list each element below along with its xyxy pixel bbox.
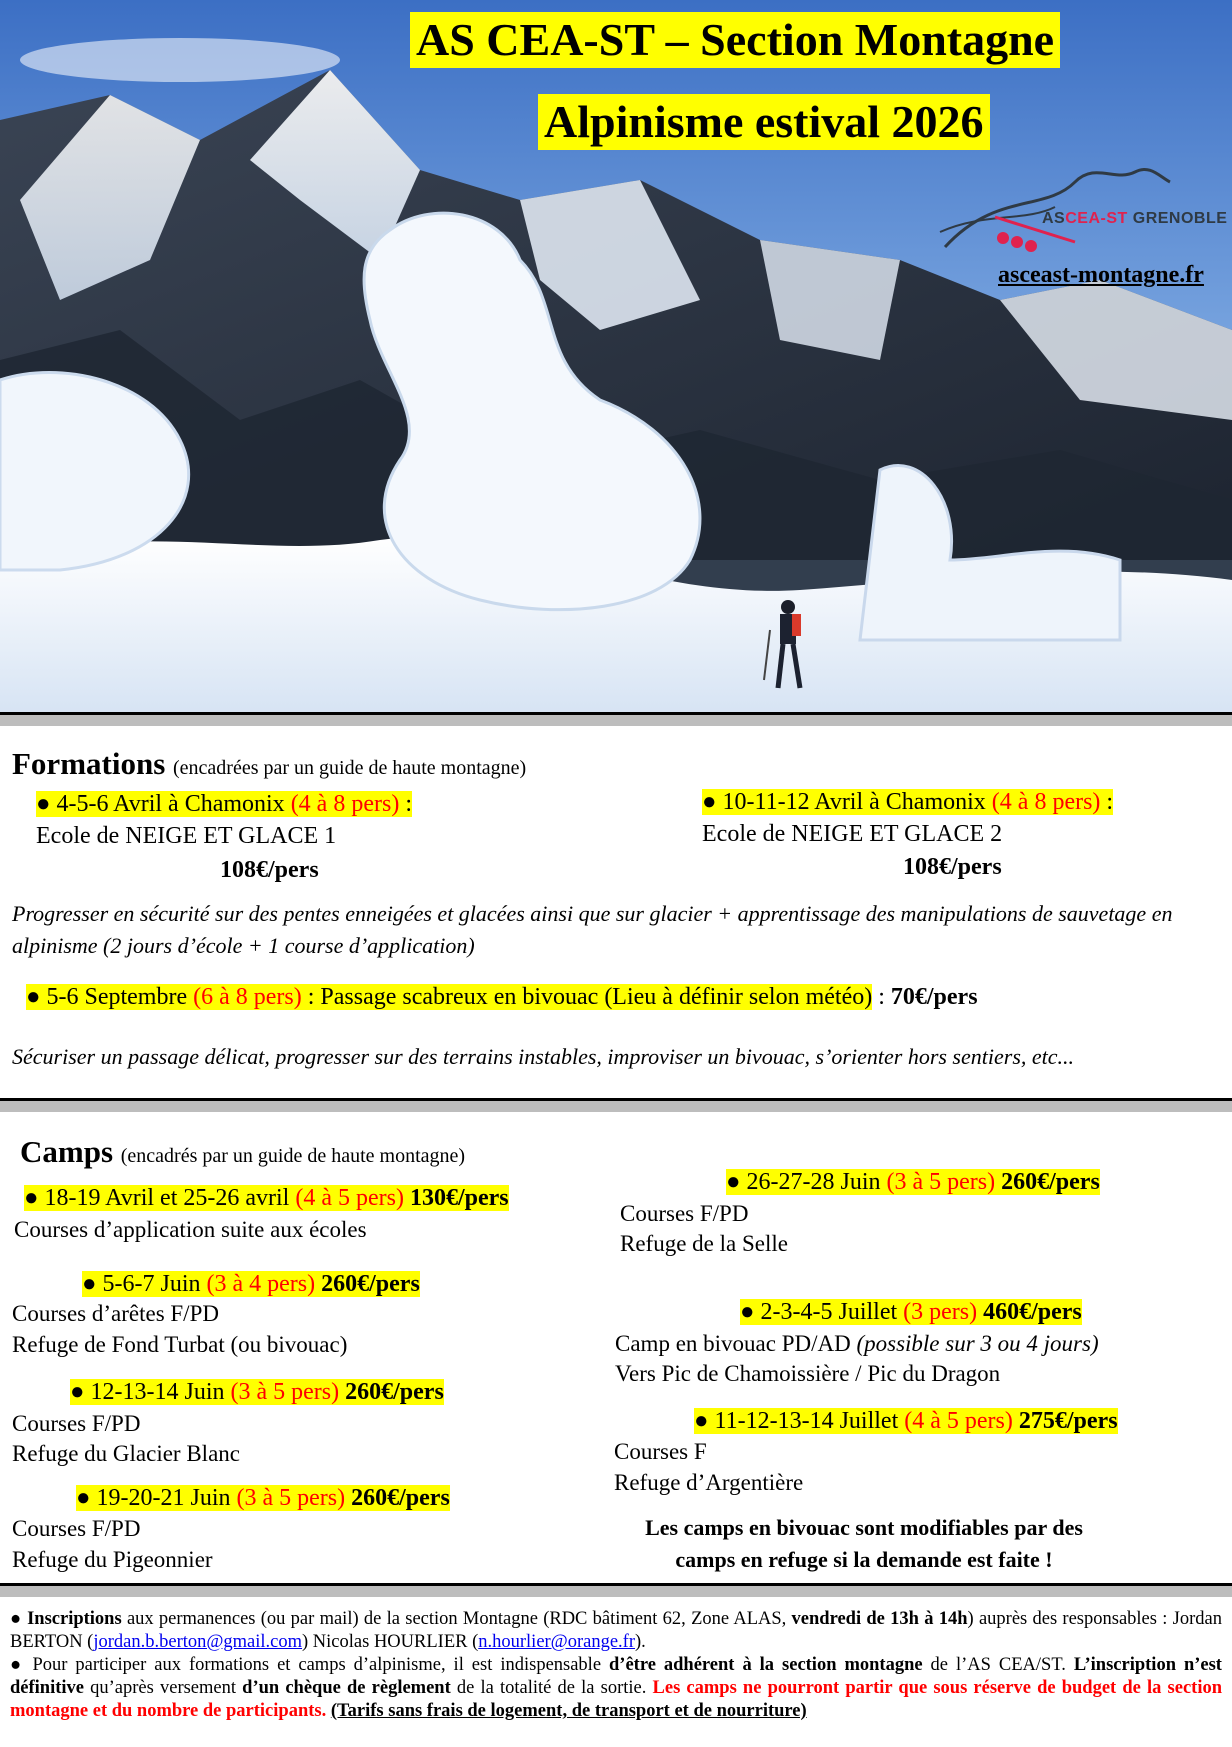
logo-text-ceast: CEA-ST: [1065, 210, 1128, 227]
camp-7-group: (4 à 5 pers): [904, 1408, 1013, 1434]
formation-3-line: [26, 983, 978, 1011]
camp-4-line2: Refuge du Pigeonnier: [12, 1547, 213, 1572]
footer-contacts-end: ).: [635, 1632, 646, 1652]
email-link-berton[interactable]: jordan.b.berton@gmail.com: [93, 1632, 303, 1652]
footer-registration-text: aux permanences (ou par mail) de la section Montagne (RDC bâtiment 62, Zone ALAS,: [121, 1609, 792, 1629]
formation-1-price: 108€/pers: [220, 857, 319, 883]
footer-registration: [10, 1608, 1222, 1654]
formation-2-date: ● 10-11-12 Avril à Chamonix: [702, 789, 992, 815]
camp-4-header: [76, 1484, 450, 1512]
hero-photo: [0, 0, 1232, 712]
camp-5-line2: Refuge de la Selle: [620, 1231, 788, 1256]
camp-7-line1: Courses F: [614, 1439, 707, 1464]
camp-6-date: ● 2-3-4-5 Juillet: [740, 1299, 904, 1325]
formation-1-colon: :: [399, 791, 412, 817]
separator-top: [0, 712, 1232, 726]
footer-contacts-text-2: ) Nicolas HOURLIER (: [302, 1632, 479, 1652]
footer-conditions-text-2: de l’AS CEA/ST.: [922, 1655, 1074, 1675]
logo-text-as: AS: [1042, 210, 1066, 227]
camp-6-line1: [615, 1330, 1099, 1358]
camp-3-header: [70, 1378, 444, 1406]
camp-7-header: [694, 1407, 1118, 1435]
camps-title: Camps: [20, 1134, 114, 1169]
camp-5-price: 260€/pers: [995, 1169, 1100, 1195]
footer-warning: Les camps ne pourront partir que sous réserve de budget de la section montagne et du nombre de participants.: [10, 1678, 1223, 1721]
formations-title: Formations: [12, 746, 166, 781]
website-link[interactable]: asceast-montagne.fr: [998, 262, 1204, 288]
camp-2-header: [82, 1270, 420, 1298]
formation-description-1: Progresser en sécurité sur des pentes enneigées et glacées ainsi que sur glacier + apprentissage des manipulations de sauvetage en alpinisme (2 jours d’école + 1 course d’application): [12, 901, 1173, 958]
camp-2-price: 260€/pers: [315, 1271, 420, 1297]
footer-membership: d’être adhérent à la section montagne: [609, 1655, 923, 1675]
formation-3-date: ● 5-6 Septembre: [26, 984, 194, 1010]
camp-3-price: 260€/pers: [339, 1379, 444, 1405]
footer-registration-label: Inscriptions: [27, 1609, 122, 1629]
footer-cheque: d’un chèque de règlement: [242, 1678, 451, 1698]
camp-5-date: ● 26-27-28 Juin: [726, 1169, 887, 1195]
camps-note: [614, 1512, 1114, 1576]
camps-subtitle: (encadrés par un guide de haute montagne): [120, 1145, 466, 1167]
camp-1-line1: Courses d’application suite aux écoles: [14, 1217, 367, 1242]
camp-6-line1-text: Camp en bivouac PD/AD: [615, 1331, 857, 1356]
formation-2-name: Ecole de NEIGE ET GLACE 2: [702, 821, 1003, 847]
camp-3-line1: Courses F/PD: [12, 1411, 141, 1436]
email-link-hourlier[interactable]: n.hourlier@orange.fr: [478, 1632, 636, 1652]
camp-1-price: 130€/pers: [403, 1185, 509, 1211]
logo-wordmark: [1042, 210, 1227, 228]
bullet: ●: [10, 1609, 28, 1629]
footer-conditions-text: ● Pour participer aux formations et camps d’alpinisme, il est indispensable: [10, 1655, 610, 1675]
camps-note-line2: camps en refuge si la demande est faite !: [675, 1547, 1053, 1572]
formation-1-group: (4 à 8 pers): [290, 791, 400, 817]
camps-note-line1: Les camps en bivouac sont modifiables par des: [645, 1515, 1083, 1540]
footer-registration-hours: vendredi de 13h à 14h: [791, 1609, 968, 1629]
title-line-2: Alpinisme estival 2026: [538, 94, 990, 150]
camp-5-line1: Courses F/PD: [620, 1201, 749, 1226]
footer-conditions-text-4: de la totalité de la sortie.: [450, 1678, 653, 1698]
formation-3-sep: :: [872, 984, 891, 1010]
camp-4-date: ● 19-20-21 Juin: [76, 1485, 237, 1511]
camp-2-group: (3 à 4 pers): [206, 1271, 316, 1297]
formations-subtitle: (encadrées par un guide de haute montagne): [173, 757, 527, 779]
camp-6-line2: Vers Pic de Chamoissière / Pic du Dragon: [615, 1361, 1001, 1386]
separator-bottom: [0, 1583, 1232, 1597]
formation-2-price: 108€/pers: [903, 854, 1002, 880]
camp-2-date: ● 5-6-7 Juin: [82, 1271, 207, 1297]
camp-5-header: [726, 1168, 1100, 1196]
formation-2-header: [702, 788, 1113, 816]
footer-registration-final: L’inscription n’est définitive: [10, 1655, 1222, 1698]
formation-3-price: 70€/pers: [890, 984, 978, 1010]
camp-1-date: ● 18-19 Avril et 25-26 avril: [24, 1185, 296, 1211]
formation-3-text: : Passage scabreux en bivouac (Lieu à définir selon météo): [301, 984, 873, 1010]
camp-5-group: (3 à 5 pers): [886, 1169, 996, 1195]
camp-1-group: (4 à 5 pers): [295, 1185, 404, 1211]
footer-contacts-text: ) auprès des responsables : Jordan BERTON (: [10, 1609, 1222, 1652]
camp-6-price: 460€/pers: [977, 1299, 1082, 1325]
footer-conditions-text-3: qu’après versement: [84, 1678, 243, 1698]
camp-6-group: (3 pers): [903, 1299, 978, 1325]
camp-6-header: [740, 1298, 1082, 1326]
footer-info: [10, 1608, 1222, 1723]
camp-6-line1-note: (possible sur 3 ou 4 jours): [856, 1331, 1099, 1356]
camp-2-line1: Courses d’arêtes F/PD: [12, 1301, 219, 1326]
camps-heading: [20, 1134, 465, 1170]
camp-3-line2: Refuge du Glacier Blanc: [12, 1441, 240, 1466]
formation-1-date: ● 4-5-6 Avril à Chamonix: [36, 791, 291, 817]
formation-2-colon: :: [1100, 789, 1114, 815]
camp-4-group: (3 à 5 pers): [236, 1485, 346, 1511]
camp-1-header: [24, 1184, 509, 1212]
formation-1-name: Ecole de NEIGE ET GLACE 1: [36, 823, 337, 849]
camp-2-line2: Refuge de Fond Turbat (ou bivouac): [12, 1332, 348, 1357]
footer-conditions: [10, 1654, 1222, 1723]
camp-7-price: 275€/pers: [1012, 1408, 1118, 1434]
camp-7-line2: Refuge d’Argentière: [614, 1470, 804, 1495]
camp-4-price: 260€/pers: [345, 1485, 450, 1511]
logo-text-city: GRENOBLE: [1127, 210, 1228, 227]
footer-tarifs-note: (Tarifs sans frais de logement, de transport et de nourriture): [330, 1701, 807, 1721]
formations-heading: [12, 746, 526, 782]
formation-1-header: [36, 790, 412, 818]
title-line-1: AS CEA-ST – Section Montagne: [410, 12, 1060, 68]
formation-3-group: (6 à 8 pers): [193, 984, 302, 1010]
camp-7-date: ● 11-12-13-14 Juillet: [694, 1408, 905, 1434]
separator-middle: [0, 1098, 1232, 1112]
formation-description-2: Sécuriser un passage délicat, progresser sur des terrains instables, improviser un bivouac, s’orienter hors sentiers, etc...: [12, 1044, 1075, 1069]
formation-2-group: (4 à 8 pers): [991, 789, 1101, 815]
camp-3-group: (3 à 5 pers): [230, 1379, 340, 1405]
camp-4-line1: Courses F/PD: [12, 1516, 141, 1541]
ascea-logo-icon: [935, 152, 1175, 262]
camp-3-date: ● 12-13-14 Juin: [70, 1379, 231, 1405]
